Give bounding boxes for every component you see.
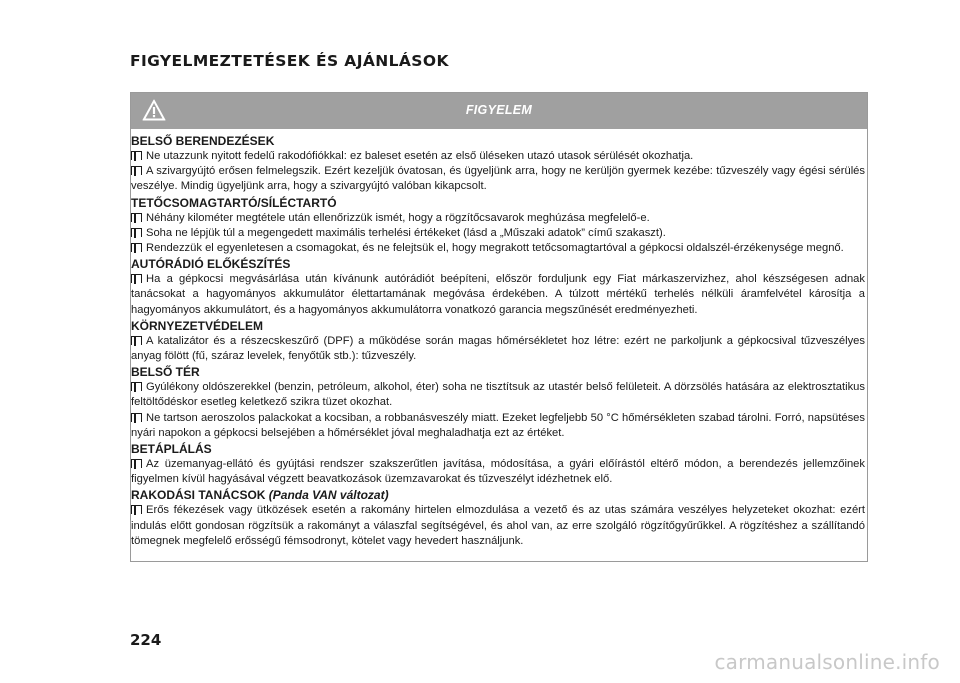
list-item	[131, 211, 865, 226]
list-item	[131, 149, 865, 164]
section-subtitle: (Panda VAN változat)	[268, 488, 389, 503]
section-title-text: TETŐCSOMAGTARTÓ/SÍLÉCTARTÓ	[131, 195, 337, 210]
list-item-text: Néhány kilométer megtétele után ellenőrizzük ismét, hogy a rögzítőcsavarok meghúzása megfelelő-e.	[146, 211, 650, 224]
list-item-text: Az üzemanyag-ellátó és gyújtási rendszer szakszerűtlen javítása, módosítása, a gyári előírástól eltérő módon, a berendezés jellemzőinek figyelmen kívül hagyásával végzett beavatkozások üzemzavarokat és tűzveszélyt idézhetnek elő.	[131, 458, 865, 486]
bullet-icon	[131, 336, 142, 345]
page-title: FIGYELMEZTETÉSEK ÉS AJÁNLÁSOK	[130, 52, 449, 70]
list-item-text: Ne tartson aeroszolos palackokat a kocsiban, a robbanásveszély miatt. Ezeket legfeljebb 50 °C hőmérsékleten szabad tárolni. Forró, napsütéses nyári napokon a gépkocsi belsejében a hőmérséklet jóval meghaladhatja ezt az értéket.	[131, 411, 865, 439]
bullet-icon	[131, 213, 142, 222]
section-title	[131, 256, 865, 272]
section-title-text: BETÁPLÁLÁS	[131, 442, 212, 457]
list-item-text: Ne utazzunk nyitott fedelű rakodófiókkal: ez baleset esetén az első üléseken utazó utasok sérülését okozhatja.	[146, 150, 694, 162]
section-title-text: AUTÓRÁDIÓ ELŐKÉSZÍTÉS	[131, 257, 291, 272]
bullet-icon	[131, 505, 142, 514]
list-item-text: Soha ne lépjük túl a megengedett maximális terhelési értékeket (lásd a „Műszaki adatok” című szakaszt).	[146, 226, 666, 239]
bullet-icon	[131, 459, 142, 468]
section-title	[131, 133, 865, 149]
warning-label: FIGYELEM	[465, 103, 533, 117]
section-title-text: BELSŐ BERENDEZÉSEK	[131, 134, 275, 148]
warning-box	[130, 92, 868, 562]
warning-header	[131, 93, 867, 129]
section-title	[131, 195, 865, 211]
list-item	[131, 226, 865, 241]
section-title	[131, 487, 865, 503]
list-item	[131, 334, 865, 364]
list-item-text: A katalizátor és a részecskeszűrő (DPF) a működése során magas hőmérsékletet hoz létre: ezért ne parkoljunk a gépkocsival tűzveszélyes anyag fölött (fű, száraz levelek, fenyőtűk stb.): tűzveszély.	[131, 334, 865, 363]
list-item-text: Erős fékezések vagy ütközések esetén a rakomány hirtelen elmozdulása a vezető és az utas számára veszélyes helyzeteket okozhat: ezért indulás előtt gondosan rögzítsük a rakományt a válaszfal segítségével, és ahol van, az erre szolgáló rögzítőgyűrűkkel. A rögzítéshez a szállítandó tömegnek megfelelő erősségű fémsodronyt, kötelet vagy hevedert használjunk.	[131, 504, 865, 547]
list-item-text: Gyúlékony oldószerekkel (benzin, petróleum, alkohol, éter) soha ne tisztítsuk az utastér belső felületeit. A dörzsölés hatására az elektrosztatikus feltöltődéskor esetleg keletkező szikra tüzet okozhat.	[131, 381, 865, 409]
list-item-text: Ha a gépkocsi megvásárlása után kívánunk autórádiót beépíteni, először forduljunk egy Fiat márkaszervizhez, ahol készségesen adnak tanácsokat a hagyományos akkumulátor élettartamának megóvása érdekében. A túlzott mértékű terhelés nélküli áramfelvétel károsítja a hagyományos akkumulátort, és a hagyományos akkumulátorra vonatkozó garancia megszűnését eredményezheti.	[131, 273, 865, 316]
section-title	[131, 441, 865, 457]
list-item	[131, 164, 865, 194]
bullet-icon	[131, 413, 142, 422]
list-item-text: A szivargyújtó erősen felmelegszik. Ezért kezeljük óvatosan, és ügyeljünk arra, hogy ne kerüljön gyermek kezébe: tűzveszély vagy égési sérülés veszélye. Mindig ügyeljünk arra, hogy a szivargyújtó valóban kikapcsolt.	[131, 165, 865, 193]
bullet-icon	[131, 243, 142, 252]
bullet-icon	[131, 274, 142, 283]
section-title	[131, 364, 865, 380]
section-title-text: KÖRNYEZETVÉDELEM	[131, 318, 264, 333]
bullet-icon	[131, 151, 142, 160]
bullet-icon	[131, 228, 142, 237]
list-item	[131, 503, 865, 549]
list-item	[131, 457, 865, 487]
list-item	[131, 272, 865, 318]
list-item	[131, 241, 865, 256]
bullet-icon	[131, 166, 142, 175]
list-item-text: Rendezzük el egyenletesen a csomagokat, és ne felejtsük el, hogy megrakott tetőcsomagtartóval a gépkocsi oldalszél-érzékenysége megnő.	[146, 242, 844, 255]
watermark-text: carmanualsonline.info	[714, 650, 940, 674]
list-item	[131, 411, 865, 441]
page-number: 224	[130, 631, 162, 649]
warning-body	[131, 129, 867, 549]
bullet-icon	[131, 382, 142, 391]
list-item	[131, 380, 865, 410]
section-title-text: RAKODÁSI TANÁCSOK	[131, 488, 266, 503]
section-title	[131, 318, 865, 334]
section-title-text: BELSŐ TÉR	[131, 365, 200, 380]
